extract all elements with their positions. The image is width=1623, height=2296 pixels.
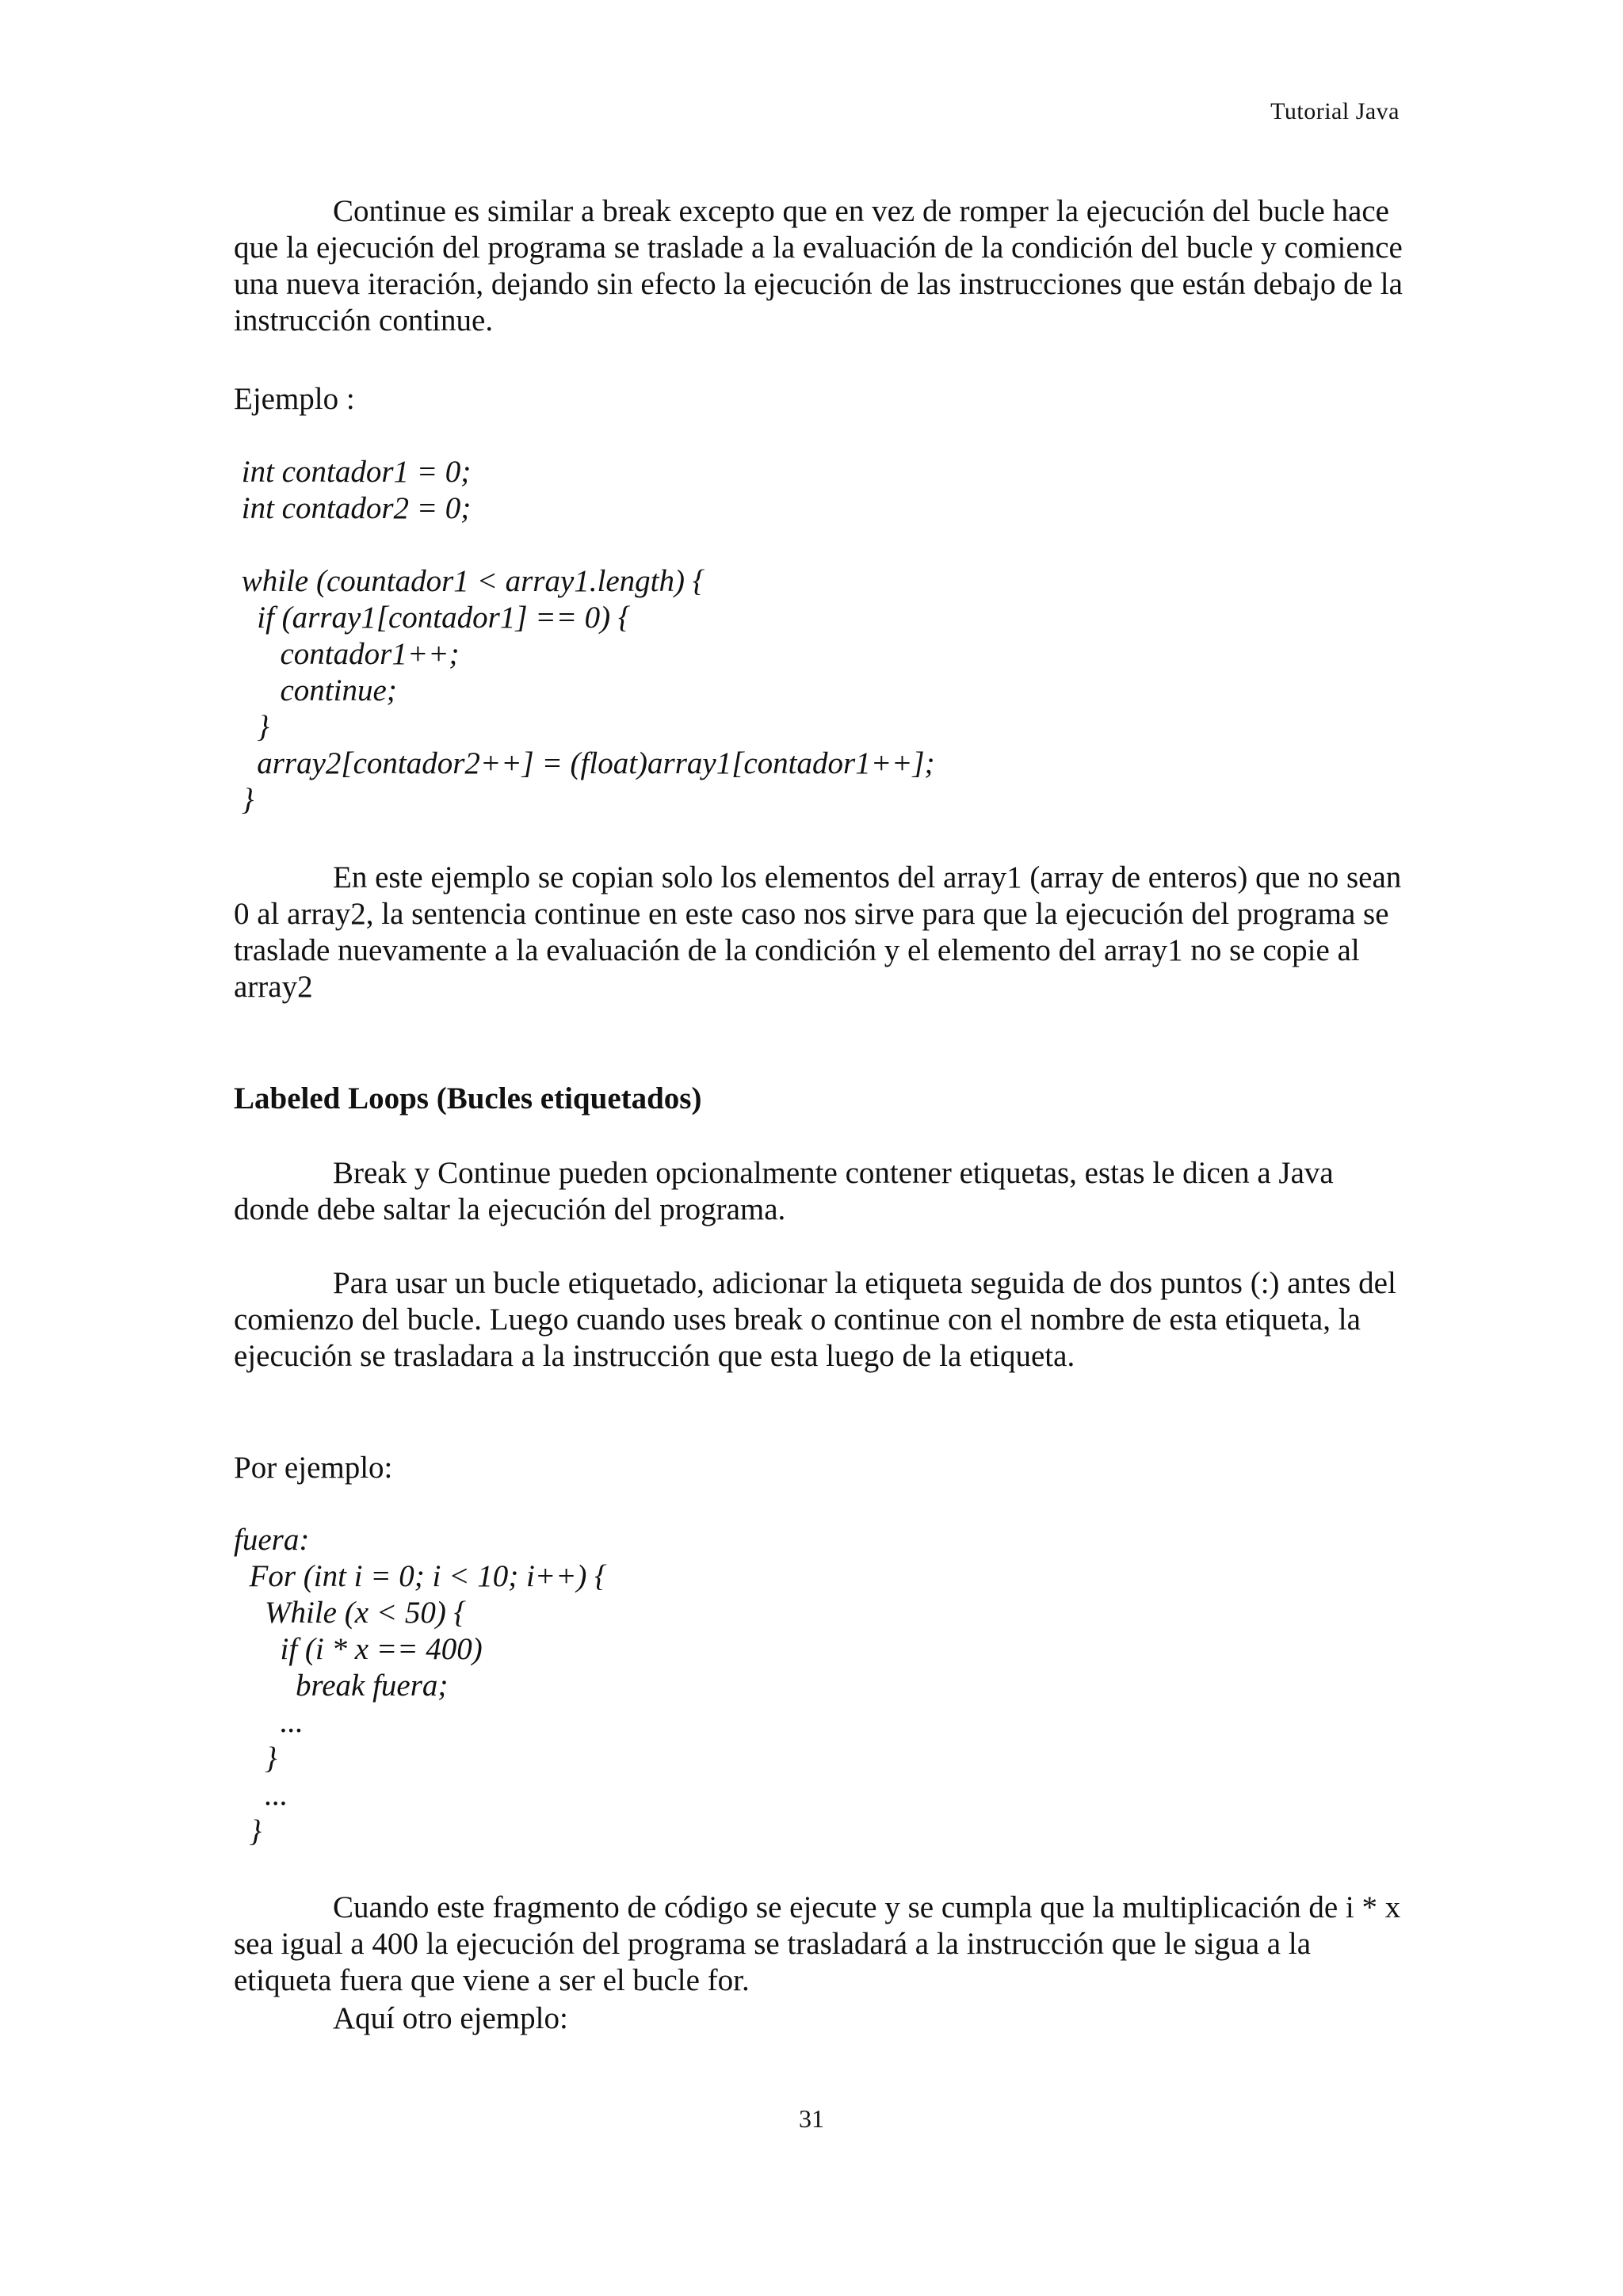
code-line: continue; [234, 673, 397, 707]
code-line: } [234, 1814, 262, 1848]
section-heading-labeled-loops: Labeled Loops (Bucles etiquetados) [234, 1081, 702, 1116]
code-line: } [234, 783, 254, 817]
code-line: ... [234, 1778, 288, 1812]
page-number: 31 [799, 2104, 824, 2133]
label-por-ejemplo: Por ejemplo: [234, 1451, 393, 1485]
paragraph-otro-ejemplo: Aquí otro ejemplo: [333, 2001, 568, 2035]
code-line: contador1++; [234, 637, 460, 671]
code-line: } [234, 710, 269, 744]
paragraph-labeled-intro: Break y Continue pueden opcionalmente contener etiquetas, estas le dicen a Java donde debe saltar la ejecución del programa. [234, 1156, 1334, 1226]
code-line: For (int i = 0; i < 10; i++) { [234, 1559, 607, 1593]
code-line: int contador2 = 0; [234, 491, 472, 525]
code-line: break fuera; [234, 1669, 449, 1703]
code-line: ... [234, 1705, 304, 1739]
code-line: While (x < 50) { [234, 1596, 467, 1630]
code-line: if (i * x == 400) [234, 1632, 483, 1666]
code-block-continue [234, 454, 935, 818]
code-line: fuera: [234, 1523, 310, 1557]
paragraph-labeled-usage: Para usar un bucle etiquetado, adicionar la etiqueta seguida de dos puntos (:) antes del comienzo del bucle. Luego cuando uses break o continue con el nombre de esta etiqueta, la ejecución se trasladara a la instrucción que esta luego de la etiqueta. [234, 1266, 1396, 1373]
code-line: array2[contador2++] = (float)array1[contador1++]; [234, 746, 935, 780]
code-line [234, 527, 935, 563]
running-header: Tutorial Java [1270, 98, 1400, 124]
paragraph-labeled-explanation: Cuando este fragmento de código se ejecute y se cumpla que la multiplicación de i * x sea igual a 400 la ejecución del programa se trasladará a la instrucción que le sigua a la etiqueta fuera que viene a ser el bucle for. [234, 1890, 1401, 1997]
code-line: int contador1 = 0; [234, 455, 472, 489]
code-line: while (countador1 < array1.length) { [234, 564, 705, 598]
paragraph-continue-intro: Continue es similar a break excepto que en vez de romper la ejecución del bucle hace que la ejecución del programa se traslade a la evaluación de la condición del bucle y comience una nueva iteración, dejando sin efecto la ejecución de las instrucciones que están debajo de la instrucción continue. [234, 194, 1403, 338]
label-ejemplo: Ejemplo : [234, 382, 355, 416]
code-line: if (array1[contador1] == 0) { [234, 601, 631, 635]
paragraph-continue-explanation: En este ejemplo se copian solo los elementos del array1 (array de enteros) que no sean 0 al array2, la sentencia continue en este caso nos sirve para que la ejecución del programa se traslade nuevamente a la evaluación de la condición y el elemento del array1 no se copie al array2 [234, 860, 1402, 1004]
code-block-labeled [234, 1522, 607, 1850]
code-line: } [234, 1741, 277, 1775]
